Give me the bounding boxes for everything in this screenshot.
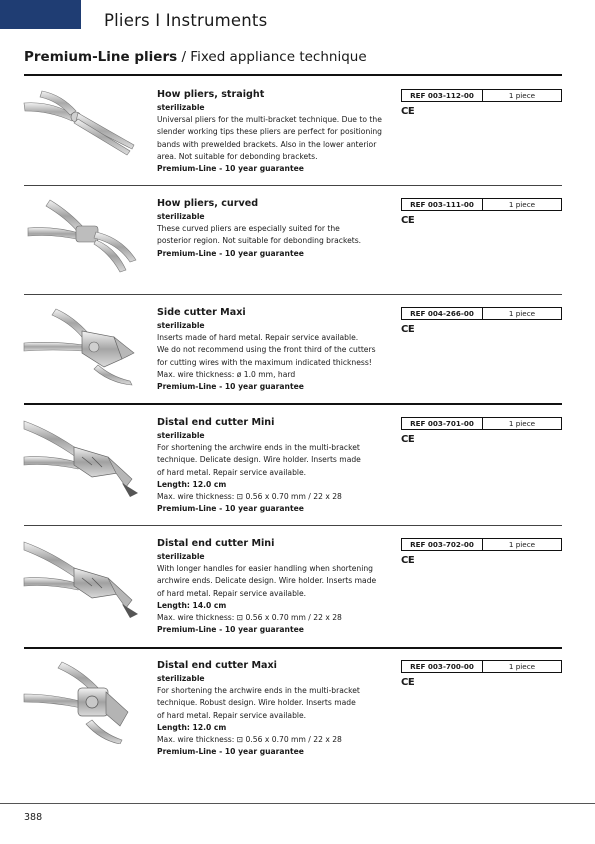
product-description — [157, 198, 387, 260]
section-divider — [24, 74, 562, 76]
product-text-line: Premium-Line - 10 year guarantee — [157, 382, 304, 392]
product-text-line: sterilizable — [157, 212, 205, 221]
product-text-line: slender working tips these pliers are perfect for positioning — [157, 127, 382, 137]
product-text-line: Premium-Line - 10 year guarantee — [157, 504, 304, 514]
product-text-line: bands with prewelded brackets. Also in the lower anterior — [157, 139, 377, 149]
product-text-line: technique. Robust design. Wire holder. Inserts made — [157, 698, 356, 708]
product-text-line: Length: 14.0 cm — [157, 600, 227, 610]
distal-cutter-icon — [22, 417, 146, 501]
package-quantity: 1 piece — [508, 91, 536, 100]
package-quantity: 1 piece — [508, 200, 536, 209]
product-text-line: Length: 12.0 cm — [157, 479, 227, 489]
curved-pliers-icon — [22, 198, 146, 282]
product-description — [157, 417, 387, 515]
product-description — [157, 538, 387, 636]
ce-mark-icon: CE — [401, 555, 415, 566]
product-text-line: for cutting wires with the maximum indicated thickness! — [157, 357, 372, 367]
product-divider — [24, 647, 562, 649]
product-name: How pliers, curved — [157, 198, 259, 209]
product-text-line: sterilizable — [157, 552, 205, 561]
product-divider — [24, 185, 562, 186]
package-quantity: 1 piece — [508, 662, 536, 671]
product-text-line: of hard metal. Repair service available. — [157, 467, 307, 477]
product-text-line: of hard metal. Repair service available. — [157, 710, 307, 720]
product-name: Side cutter Maxi — [157, 307, 246, 318]
ce-mark-icon: CE — [401, 324, 415, 335]
product-text-line: of hard metal. Repair service available. — [157, 588, 307, 598]
ce-mark-icon: CE — [401, 434, 415, 445]
product-name: Distal end cutter Mini — [157, 538, 275, 549]
product-text-line: sterilizable — [157, 431, 205, 440]
product-text-line: These curved pliers are especially suited for the — [157, 224, 340, 234]
reference-box — [401, 660, 562, 673]
product-text-line: For shortening the archwire ends in the multi-bracket — [157, 443, 360, 453]
product-text-line: Premium-Line - 10 year guarantee — [157, 747, 304, 757]
product-text-line: Universal pliers for the multi-bracket technique. Due to the — [157, 115, 382, 125]
product-text-line: Premium-Line - 10 year guarantee — [157, 625, 304, 635]
section-title-rest: / Fixed appliance technique — [177, 49, 367, 65]
product-divider — [24, 525, 562, 526]
package-quantity: 1 piece — [508, 540, 536, 549]
product-text-line: With longer handles for easier handling when shortening — [157, 564, 373, 574]
reference-box — [401, 417, 562, 430]
product-text-line: Max. wire thickness: ⊡ 0.56 x 0.70 mm / 22 x 28 — [157, 735, 342, 745]
side-cutter-icon — [22, 307, 146, 391]
package-quantity: 1 piece — [508, 419, 536, 428]
header-color-block — [0, 0, 81, 29]
reference-number: REF 003-112-00 — [402, 90, 483, 101]
product-text-line: Inserts made of hard metal. Repair service available. — [157, 333, 359, 343]
product-text-line: sterilizable — [157, 103, 205, 112]
product-text-line: We do not recommend using the front third of the cutters — [157, 345, 376, 355]
straight-pliers-icon — [22, 89, 146, 173]
distal-cutter-icon — [22, 538, 146, 622]
distal-cutter-maxi-icon — [22, 660, 146, 744]
product-description — [157, 89, 387, 175]
product-text-line: Max. wire thickness: ⊡ 0.56 x 0.70 mm / 22 x 28 — [157, 492, 342, 502]
product-text-line: sterilizable — [157, 321, 205, 330]
product-name: How pliers, straight — [157, 89, 265, 100]
product-divider — [24, 294, 562, 295]
section-title-bold: Premium-Line pliers — [24, 49, 178, 65]
reference-number: REF 003-701-00 — [402, 418, 483, 429]
reference-box — [401, 89, 562, 102]
page-number: 388 — [24, 812, 43, 823]
product-description — [157, 660, 387, 758]
reference-box — [401, 538, 562, 551]
ce-mark-icon: CE — [401, 106, 415, 117]
product-text-line: sterilizable — [157, 674, 205, 683]
product-text-line: For shortening the archwire ends in the multi-bracket — [157, 686, 360, 696]
reference-number: REF 003-111-00 — [402, 199, 483, 210]
product-text-line: posterior region. Not suitable for debonding brackets. — [157, 236, 362, 246]
page-header-title: Pliers I Instruments — [104, 11, 268, 30]
product-name: Distal end cutter Maxi — [157, 660, 277, 671]
product-divider — [24, 403, 562, 405]
footer-divider — [0, 803, 595, 804]
product-text-line: technique. Delicate design. Wire holder. Inserts made — [157, 455, 361, 465]
package-quantity: 1 piece — [508, 309, 536, 318]
ce-mark-icon: CE — [401, 215, 415, 226]
product-text-line: Max. wire thickness: ø 1.0 mm, hard — [157, 369, 296, 379]
reference-box — [401, 198, 562, 211]
product-text-line: area. Not suitable for debonding brackets. — [157, 151, 318, 161]
product-text-line: archwire ends. Delicate design. Wire holder. Inserts made — [157, 576, 377, 586]
reference-box — [401, 307, 562, 320]
product-text-line: Length: 12.0 cm — [157, 722, 227, 732]
reference-number: REF 004-266-00 — [402, 308, 483, 319]
reference-number: REF 003-702-00 — [402, 539, 483, 550]
product-text-line: Premium-Line - 10 year guarantee — [157, 164, 304, 174]
product-name: Distal end cutter Mini — [157, 417, 275, 428]
ce-mark-icon: CE — [401, 677, 415, 688]
product-text-line: Max. wire thickness: ⊡ 0.56 x 0.70 mm / 22 x 28 — [157, 613, 342, 623]
reference-number: REF 003-700-00 — [402, 661, 483, 672]
product-description — [157, 307, 387, 393]
section-title — [24, 49, 367, 65]
product-text-line: Premium-Line - 10 year guarantee — [157, 248, 304, 258]
